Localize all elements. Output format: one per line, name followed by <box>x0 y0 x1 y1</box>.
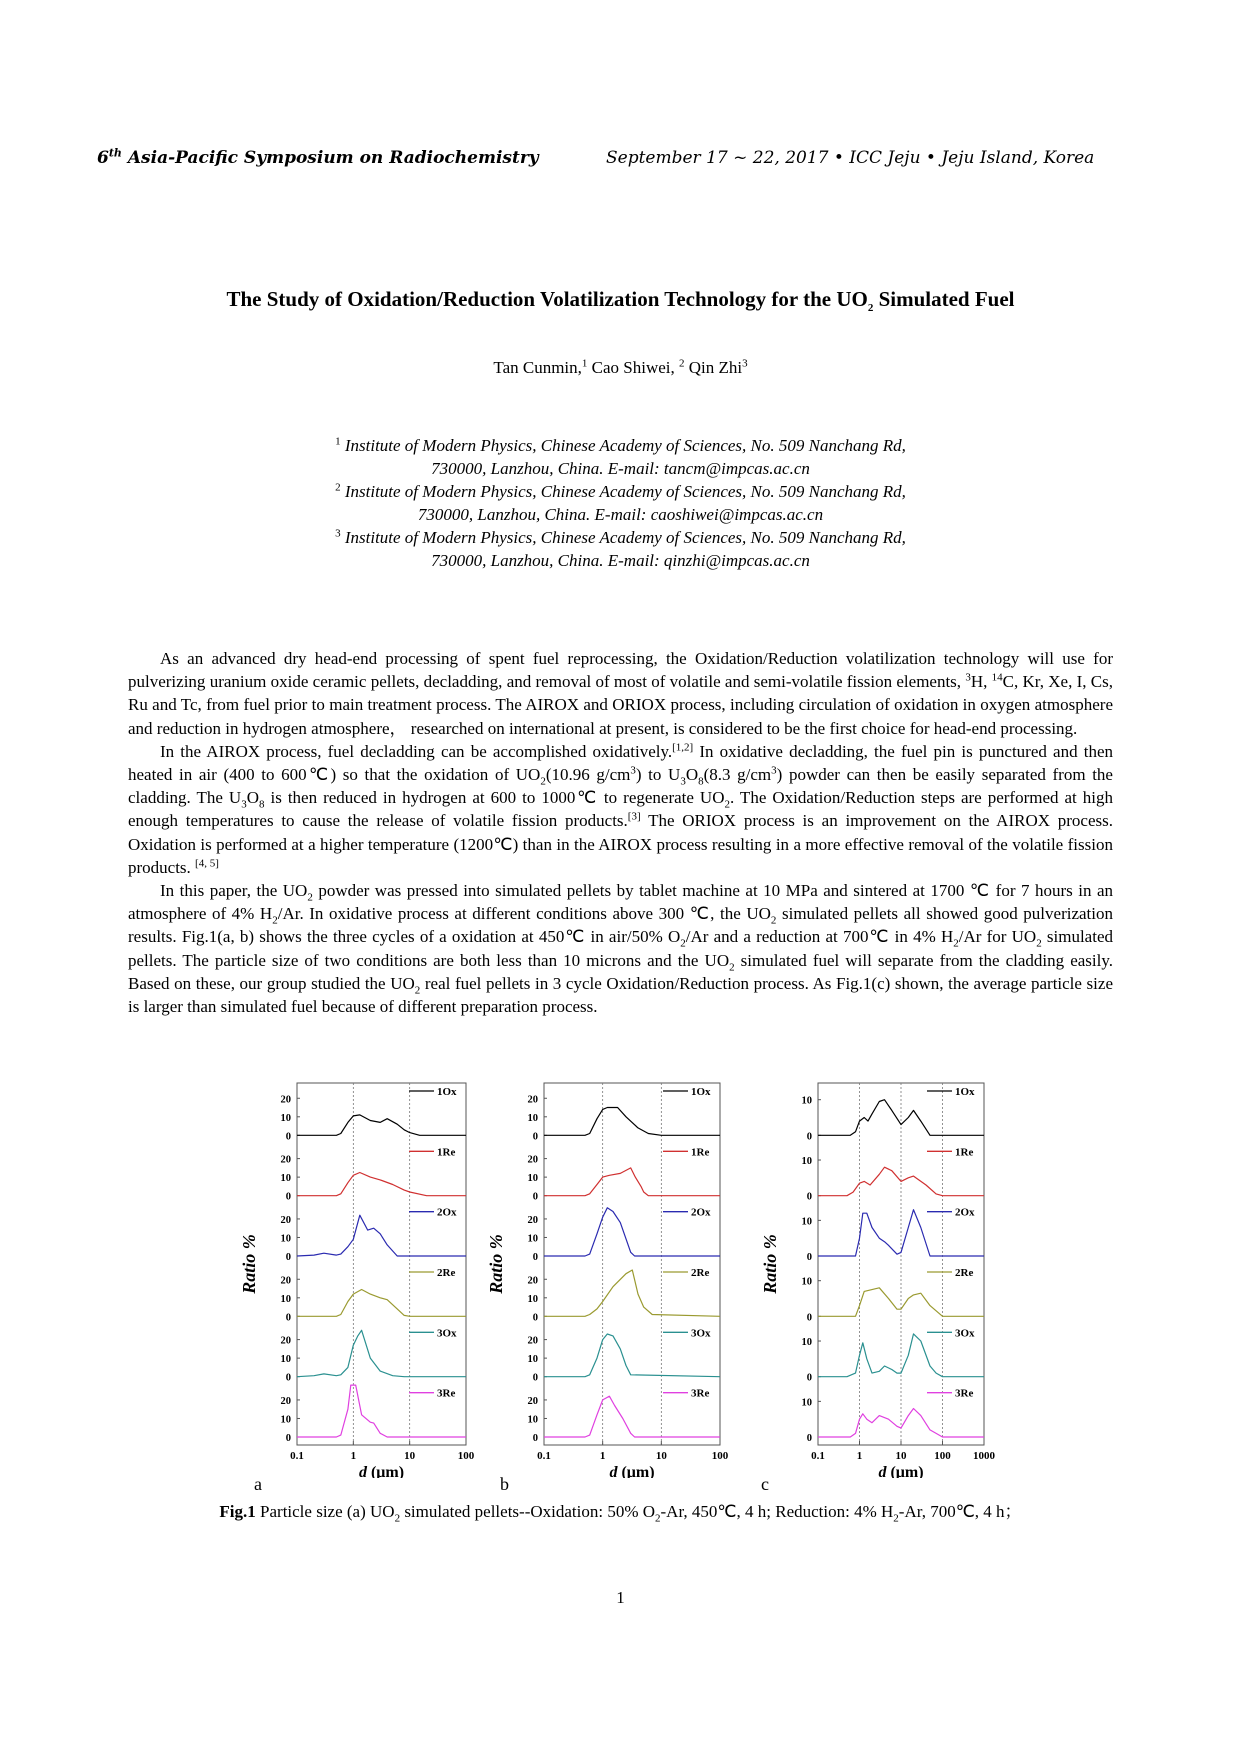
citation: [3] <box>627 810 641 823</box>
svg-text:10: 10 <box>404 1450 416 1462</box>
svg-text:100: 100 <box>457 1450 475 1462</box>
svg-text:20: 20 <box>527 1335 538 1347</box>
svg-text:20: 20 <box>280 1154 291 1166</box>
svg-text:1Ox: 1Ox <box>955 1086 975 1098</box>
svg-text:10: 10 <box>655 1450 667 1462</box>
svg-text:20: 20 <box>280 1094 291 1106</box>
conference-header <box>97 148 539 168</box>
svg-text:20: 20 <box>527 1154 538 1166</box>
svg-text:0: 0 <box>532 1433 538 1444</box>
panel-label-a: a <box>254 1474 262 1494</box>
svg-text:10: 10 <box>801 1216 812 1228</box>
svg-text:0: 0 <box>285 1372 291 1384</box>
body-text <box>128 647 1113 1018</box>
svg-text:Ratio %: Ratio % <box>240 1234 259 1294</box>
svg-text:0: 0 <box>285 1252 291 1263</box>
svg-text:1: 1 <box>350 1450 357 1462</box>
svg-text:3Ox: 3Ox <box>437 1327 457 1340</box>
email-line: 730000, Lanzhou, China. E-mail: qinzhi@impcas.ac.cn <box>431 551 810 570</box>
svg-text:d (μm): d (μm) <box>878 1464 924 1478</box>
svg-text:0: 0 <box>532 1252 538 1263</box>
svg-text:1Re: 1Re <box>955 1146 974 1159</box>
svg-text:10: 10 <box>527 1354 538 1366</box>
svg-text:10: 10 <box>280 1173 291 1185</box>
svg-text:Ratio %: Ratio % <box>487 1234 506 1294</box>
svg-text:20: 20 <box>280 1275 291 1287</box>
svg-text:Ratio %: Ratio % <box>760 1234 780 1294</box>
panel-label-b: b <box>500 1474 509 1494</box>
svg-text:3Re: 3Re <box>955 1387 974 1400</box>
svg-text:1000: 1000 <box>973 1450 995 1462</box>
svg-text:20: 20 <box>527 1214 538 1226</box>
figure-caption: Fig.1 Particle size (a) $UO_2$ simulated pellets--Oxidation: 50% $O_2-Ar$, 450℃, 4 h; Reduction: 4% $H_2-Ar$, 700℃, 4 h； <box>219 1502 1022 1525</box>
email-line: 730000, Lanzhou, China. E-mail: tancm@impcas.ac.cn <box>431 459 810 478</box>
affiliation-3: $^3$ Institute of Modern Physics, Chinese Academy of Sciences, No. 509 Nanchang Rd, 730000, Lanzhou, China. E-mail: qinzhi@impcas.ac.cn <box>335 527 906 570</box>
svg-text:0: 0 <box>806 1372 812 1384</box>
svg-text:0: 0 <box>806 1433 812 1444</box>
page-number: 1 <box>616 1588 625 1607</box>
svg-text:1Ox: 1Ox <box>437 1086 457 1098</box>
svg-text:20: 20 <box>280 1214 291 1226</box>
conference-dates <box>606 148 1094 168</box>
svg-text:2Ox: 2Ox <box>437 1206 457 1219</box>
particle-size-chart-c <box>760 1078 1010 1478</box>
svg-text:0: 0 <box>806 1252 812 1263</box>
dates-location: September 17 ~ 22, 2017 • ICC Jeju • Jeju Island, Korea <box>606 148 1095 168</box>
affiliations <box>0 434 1241 572</box>
paragraph-1: As an advanced dry head-end processing of spent fuel reprocessing, the Oxidation/Reduction volatilization technology will use for pulverizing uranium oxide ceramic pellets, decladding, and removal of most of volatile and semi-volatile fission elements, $^3$H, $^{14}$C, Kr, Xe, I, Cs, Ru and Tc, from fuel prior to main treatment process. The AIROX and ORIOX process, including circulation of oxidation in oxygen atmosphere and reduction in hydrogen atmosphere， researched on international at present, is considered to be the first choice for head-end processing. <box>128 649 1113 738</box>
svg-text:1: 1 <box>856 1450 863 1462</box>
citation: [4, 5] <box>195 857 219 870</box>
svg-text:0: 0 <box>806 1312 812 1324</box>
svg-text:1: 1 <box>599 1450 606 1462</box>
series-line-3Ox <box>544 1334 720 1377</box>
svg-text:3Re: 3Re <box>437 1387 456 1400</box>
affiliation-1: $^1$ Institute of Modern Physics, Chinese Academy of Sciences, No. 509 Nanchang Rd, 730000, Lanzhou, China. E-mail: tancm@impcas.ac.cn <box>335 435 906 478</box>
svg-text:2Re: 2Re <box>955 1267 974 1279</box>
svg-text:20: 20 <box>527 1094 538 1106</box>
svg-text:0: 0 <box>532 1312 538 1324</box>
svg-text:10: 10 <box>280 1112 291 1124</box>
svg-text:10: 10 <box>280 1414 291 1426</box>
svg-text:0: 0 <box>285 1312 291 1324</box>
svg-text:20: 20 <box>527 1275 538 1287</box>
svg-text:0.1: 0.1 <box>290 1450 304 1462</box>
svg-text:2Ox: 2Ox <box>955 1206 975 1219</box>
svg-text:10: 10 <box>280 1293 291 1305</box>
email-line: 730000, Lanzhou, China. E-mail: caoshiwei@impcas.ac.cn <box>417 505 824 524</box>
series-line-1Re <box>297 1173 466 1196</box>
particle-size-chart-a <box>240 1078 490 1478</box>
svg-text:10: 10 <box>801 1095 812 1107</box>
svg-text:0: 0 <box>532 1131 538 1143</box>
author-list <box>0 358 1241 378</box>
paper-title: The Study of Oxidation/Reduction Volatilization Technology for the $UO_2$ Simulated Fuel <box>226 287 1015 315</box>
svg-text:20: 20 <box>280 1335 291 1347</box>
series-line-1Ox <box>818 1100 984 1136</box>
series-line-1Re <box>544 1168 720 1196</box>
svg-text:3Ox: 3Ox <box>691 1327 711 1340</box>
svg-text:d (μm): d (μm) <box>358 1464 405 1478</box>
svg-text:10: 10 <box>895 1450 907 1462</box>
svg-text:10: 10 <box>527 1173 538 1185</box>
author: Qin Zhi$^3$ <box>684 357 748 377</box>
svg-text:1Re: 1Re <box>437 1146 456 1159</box>
edition-number: 6 <box>97 148 109 168</box>
svg-text:10: 10 <box>280 1233 291 1245</box>
svg-text:100: 100 <box>711 1450 729 1462</box>
svg-text:10: 10 <box>280 1354 291 1366</box>
series-line-1Ox <box>544 1108 720 1136</box>
svg-text:20: 20 <box>527 1395 538 1407</box>
svg-text:10: 10 <box>527 1293 538 1305</box>
conference-name: Asia-Pacific Symposium on Radiochemistry <box>121 148 539 168</box>
series-line-1Ox <box>297 1115 466 1135</box>
series-line-2Re <box>297 1290 466 1317</box>
svg-text:2Re: 2Re <box>691 1267 710 1279</box>
paragraph-3: In this paper, the $UO_2$ powder was pressed into simulated pellets by tablet machine at 10 MPa and sintered at 1700 ℃ for 7 hours in an atmosphere of 4% $H_2/Ar$. In oxidative process at different conditions above 300 ℃, the $UO_2$ simulated pellets all showed good pulverization results. Fig.1(a, b) shows the three cycles of a oxidation at 450℃ in air/50% $O_2/Ar$ and a reduction at 700℃ in 4% $H_2/Ar$ for $UO_2$ simulated pellets. The particle size of two conditions are both less than 10 microns and the $UO_2$ simulated fuel will separate from the cladding easily. Based on these, our group studied the $UO_2$ real fuel pellets in 3 cycle Oxidation/Reduction process. As Fig.1(c) shown, the average particle size is larger than simulated fuel because of different preparation process. <box>128 881 1113 1017</box>
svg-text:10: 10 <box>801 1276 812 1288</box>
chart-panel-a <box>240 1078 490 1483</box>
svg-text:1Re: 1Re <box>691 1146 710 1159</box>
svg-text:d (μm): d (μm) <box>609 1464 655 1478</box>
author: Tan Cunmin,$^1$ <box>493 357 588 377</box>
author: Cao Shiwei, $^2$ <box>587 357 685 377</box>
panel-label-c: c <box>761 1474 769 1494</box>
svg-text:1Ox: 1Ox <box>691 1086 711 1098</box>
chart-panel-c <box>760 1078 1010 1483</box>
citation: [1,2] <box>672 741 694 754</box>
svg-text:2Ox: 2Ox <box>691 1206 711 1219</box>
svg-text:10: 10 <box>801 1337 812 1349</box>
affiliation-2: $^2$ Institute of Modern Physics, Chinese Academy of Sciences, No. 509 Nanchang Rd, 730000, Lanzhou, China. E-mail: caoshiwei@impcas.ac.cn <box>335 481 906 524</box>
svg-text:10: 10 <box>527 1112 538 1124</box>
svg-text:0: 0 <box>532 1372 538 1384</box>
svg-text:10: 10 <box>527 1233 538 1245</box>
svg-text:0: 0 <box>532 1191 538 1203</box>
svg-text:0.1: 0.1 <box>537 1450 551 1462</box>
svg-text:0.1: 0.1 <box>811 1450 825 1462</box>
series-line-2Ox <box>297 1215 466 1256</box>
svg-text:100: 100 <box>934 1450 951 1462</box>
paragraph-2: In the AIROX process, fuel decladding can be accomplished oxidatively.[1,2] In oxidative decladding, the fuel pin is punctured and then heated in air (400 to 600℃) so that the oxidation of $UO_2(10.96$ $g/cm^3$) to $U_3O_8(8.3$ $g/cm^3$) powder can then be easily separated from the cladding. The $U_3O_8$ is then reduced in hydrogen at 600 to 1000℃ to regenerate $UO_2$. The Oxidation/Reduction steps are performed at high enough temperatures to cause the release of volatile fission products.[3] The ORIOX process is an improvement on the AIROX process. Oxidation is performed at a higher temperature (1200℃) than in the AIROX process resulting in a more effective removal of the volatile fission products. [4, 5] <box>128 741 1114 877</box>
particle-size-chart-b <box>487 1078 737 1478</box>
svg-text:3Ox: 3Ox <box>955 1327 975 1340</box>
svg-text:10: 10 <box>801 1397 812 1409</box>
edition-suffix: th <box>108 146 122 160</box>
svg-text:10: 10 <box>527 1414 538 1426</box>
series-line-3Re <box>544 1396 720 1437</box>
svg-text:0: 0 <box>806 1191 812 1203</box>
svg-text:3Re: 3Re <box>691 1387 710 1400</box>
svg-text:0: 0 <box>285 1433 291 1444</box>
svg-text:0: 0 <box>285 1191 291 1203</box>
chart-panel-b <box>487 1078 737 1483</box>
svg-text:10: 10 <box>801 1156 812 1168</box>
svg-text:2Re: 2Re <box>437 1267 456 1279</box>
svg-text:0: 0 <box>806 1131 812 1143</box>
svg-text:20: 20 <box>280 1395 291 1407</box>
svg-text:0: 0 <box>285 1131 291 1143</box>
